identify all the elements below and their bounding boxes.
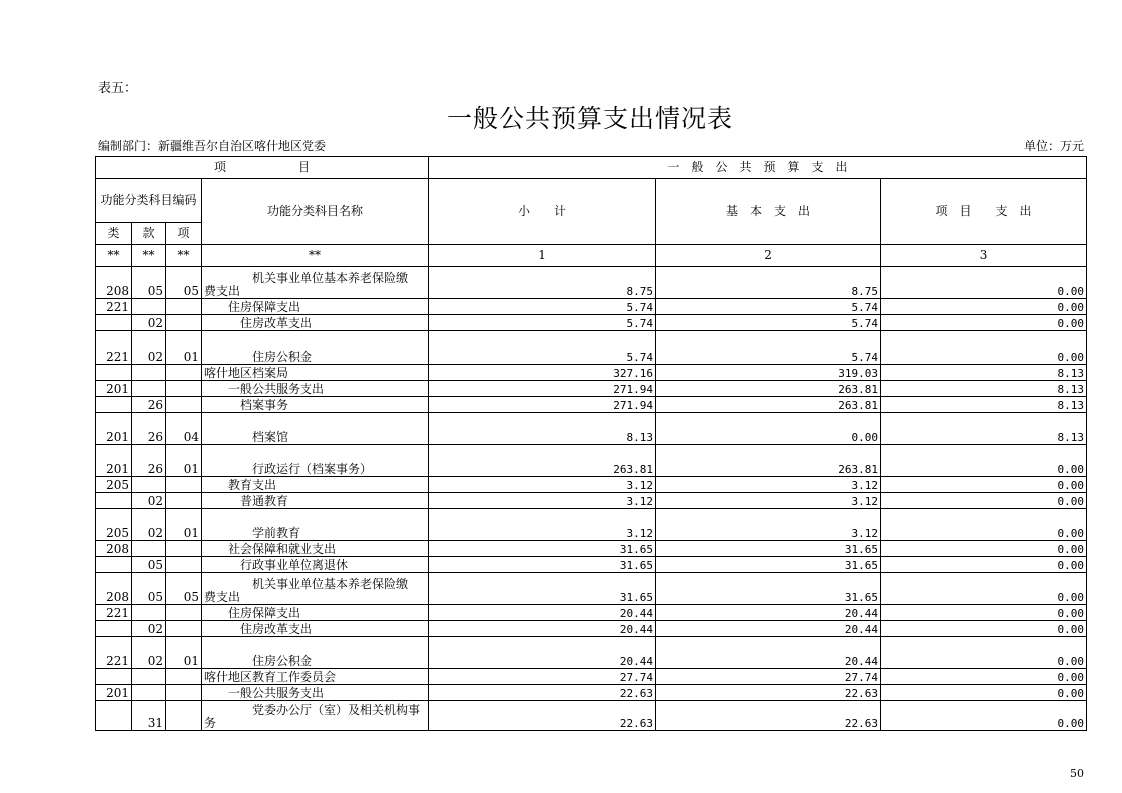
header-row-columns bbox=[96, 179, 1087, 223]
basic-expense-cell: 3.12 bbox=[656, 477, 881, 493]
table-row bbox=[96, 605, 1087, 621]
marker-kuan: ** bbox=[132, 245, 166, 267]
code-xiang-cell: 01 bbox=[166, 637, 202, 669]
subject-name-cell bbox=[202, 621, 429, 637]
table-row bbox=[96, 637, 1087, 669]
subject-name-line: 喀什地区教育工作委员会 bbox=[204, 670, 337, 684]
code-kuan-cell: 02 bbox=[132, 509, 166, 541]
subtotal-cell: 22.63 bbox=[429, 701, 656, 731]
subtotal-cell: 20.44 bbox=[429, 637, 656, 669]
code-xiang-cell: 05 bbox=[166, 573, 202, 605]
code-xiang-cell bbox=[166, 621, 202, 637]
code-xiang-cell: 01 bbox=[166, 509, 202, 541]
code-lei-cell: 221 bbox=[96, 299, 132, 315]
subtotal-cell: 5.74 bbox=[429, 315, 656, 331]
subject-name-line: 档案事务 bbox=[204, 398, 289, 412]
marker-name: ** bbox=[202, 245, 429, 267]
header-general-budget: 一 般 公 共 预 算 支 出 bbox=[429, 157, 1087, 179]
marker-lei: ** bbox=[96, 245, 132, 267]
code-lei-cell bbox=[96, 397, 132, 413]
code-xiang-cell bbox=[166, 541, 202, 557]
project-expense-cell: 0.00 bbox=[881, 315, 1087, 331]
code-lei-cell: 201 bbox=[96, 413, 132, 445]
subject-name-line: 档案馆 bbox=[204, 430, 289, 444]
subject-name-line: 住房保障支出 bbox=[204, 300, 301, 314]
code-xiang-cell: 05 bbox=[166, 267, 202, 299]
project-expense-cell: 0.00 bbox=[881, 477, 1087, 493]
subject-name-cell bbox=[202, 299, 429, 315]
code-kuan-cell: 02 bbox=[132, 331, 166, 365]
header-project: 项 目 bbox=[96, 157, 429, 179]
project-expense-cell: 0.00 bbox=[881, 701, 1087, 731]
table-row bbox=[96, 267, 1087, 299]
header-name-label: 功能分类科目名称 bbox=[202, 179, 429, 245]
subject-name-line: 行政事业单位离退休 bbox=[204, 558, 349, 572]
basic-expense-cell: 3.12 bbox=[656, 509, 881, 541]
project-expense-cell: 0.00 bbox=[881, 685, 1087, 701]
basic-expense-cell: 263.81 bbox=[656, 381, 881, 397]
code-lei-cell bbox=[96, 621, 132, 637]
subtotal-cell: 20.44 bbox=[429, 605, 656, 621]
subject-name-cell bbox=[202, 493, 429, 509]
table-row bbox=[96, 477, 1087, 493]
code-lei-cell bbox=[96, 493, 132, 509]
subject-name-line: 喀什地区档案局 bbox=[204, 366, 289, 380]
code-lei-cell: 221 bbox=[96, 605, 132, 621]
basic-expense-cell: 3.12 bbox=[656, 493, 881, 509]
basic-expense-cell: 31.65 bbox=[656, 573, 881, 605]
subject-name-line: 教育支出 bbox=[204, 478, 277, 492]
table-row bbox=[96, 541, 1087, 557]
subject-name-line: 行政运行（档案事务） bbox=[204, 462, 373, 476]
basic-expense-cell: 31.65 bbox=[656, 557, 881, 573]
subject-name-line: 住房公积金 bbox=[204, 654, 313, 668]
subject-name-cell bbox=[202, 267, 429, 299]
subject-name-line: 普通教育 bbox=[204, 494, 289, 508]
project-expense-cell: 0.00 bbox=[881, 331, 1087, 365]
basic-expense-cell: 5.74 bbox=[656, 315, 881, 331]
subtotal-cell: 3.12 bbox=[429, 509, 656, 541]
code-kuan-cell: 02 bbox=[132, 493, 166, 509]
header-row-project bbox=[96, 157, 1087, 179]
basic-expense-cell: 22.63 bbox=[656, 701, 881, 731]
subject-name-line: 住房改革支出 bbox=[204, 622, 313, 636]
code-xiang-cell bbox=[166, 477, 202, 493]
table-row bbox=[96, 509, 1087, 541]
subject-name-cell bbox=[202, 413, 429, 445]
table-row bbox=[96, 397, 1087, 413]
subtotal-cell: 271.94 bbox=[429, 381, 656, 397]
table-row bbox=[96, 365, 1087, 381]
code-xiang-cell: 01 bbox=[166, 331, 202, 365]
header-code-label: 功能分类科目编码 bbox=[96, 179, 202, 223]
header-basic: 基 本 支 出 bbox=[656, 179, 881, 245]
subject-name-cell bbox=[202, 701, 429, 731]
code-xiang-cell: 01 bbox=[166, 445, 202, 477]
subtotal-cell: 31.65 bbox=[429, 557, 656, 573]
budget-table bbox=[95, 156, 1087, 731]
code-lei-cell: 208 bbox=[96, 267, 132, 299]
code-kuan-cell: 02 bbox=[132, 637, 166, 669]
code-kuan-cell: 05 bbox=[132, 573, 166, 605]
subject-name-line: 一般公共服务支出 bbox=[204, 382, 325, 396]
table-row bbox=[96, 573, 1087, 605]
header-lei: 类 bbox=[96, 223, 132, 245]
subtotal-cell: 263.81 bbox=[429, 445, 656, 477]
subtotal-cell: 271.94 bbox=[429, 397, 656, 413]
header-xiang: 项 bbox=[166, 223, 202, 245]
subject-name-cell bbox=[202, 669, 429, 685]
code-lei-cell: 221 bbox=[96, 637, 132, 669]
subject-name-cell bbox=[202, 315, 429, 331]
code-xiang-cell bbox=[166, 701, 202, 731]
code-xiang-cell bbox=[166, 605, 202, 621]
table-row bbox=[96, 669, 1087, 685]
marker-xiang: ** bbox=[166, 245, 202, 267]
project-expense-cell: 0.00 bbox=[881, 637, 1087, 669]
table-row bbox=[96, 445, 1087, 477]
code-kuan-cell bbox=[132, 541, 166, 557]
project-expense-cell: 0.00 bbox=[881, 605, 1087, 621]
subject-name-line: 党委办公厅（室）及相关机构事 bbox=[204, 703, 421, 717]
table-row bbox=[96, 331, 1087, 365]
basic-expense-cell: 5.74 bbox=[656, 299, 881, 315]
code-xiang-cell bbox=[166, 365, 202, 381]
code-lei-cell: 205 bbox=[96, 477, 132, 493]
subtotal-cell: 3.12 bbox=[429, 477, 656, 493]
subject-name-line: 住房公积金 bbox=[204, 350, 313, 364]
code-xiang-cell bbox=[166, 557, 202, 573]
code-lei-cell: 201 bbox=[96, 685, 132, 701]
subject-name-cell bbox=[202, 397, 429, 413]
subject-name-cell bbox=[202, 573, 429, 605]
subject-name-line: 机关事业单位基本养老保险缴 bbox=[204, 271, 409, 285]
table-row bbox=[96, 413, 1087, 445]
basic-expense-cell: 0.00 bbox=[656, 413, 881, 445]
subtotal-cell: 31.65 bbox=[429, 573, 656, 605]
basic-expense-cell: 263.81 bbox=[656, 445, 881, 477]
department-label: 编制部门：新疆维吾尔自治区喀什地区党委 bbox=[98, 139, 327, 153]
page-title: 一般公共预算支出情况表 bbox=[446, 104, 733, 133]
subtotal-cell: 8.13 bbox=[429, 413, 656, 445]
subject-name-line: 社会保障和就业支出 bbox=[204, 542, 337, 556]
basic-expense-cell: 5.74 bbox=[656, 331, 881, 365]
unit-label: 单位：万元 bbox=[1023, 139, 1084, 153]
code-xiang-cell bbox=[166, 685, 202, 701]
code-xiang-cell bbox=[166, 299, 202, 315]
subtotal-cell: 22.63 bbox=[429, 685, 656, 701]
project-expense-cell: 8.13 bbox=[881, 381, 1087, 397]
basic-expense-cell: 20.44 bbox=[656, 621, 881, 637]
header-kuan: 款 bbox=[132, 223, 166, 245]
code-lei-cell bbox=[96, 365, 132, 381]
basic-expense-cell: 20.44 bbox=[656, 605, 881, 621]
code-lei-cell bbox=[96, 557, 132, 573]
code-kuan-cell bbox=[132, 669, 166, 685]
table-row bbox=[96, 685, 1087, 701]
subject-name-line: 学前教育 bbox=[204, 526, 301, 540]
basic-expense-cell: 20.44 bbox=[656, 637, 881, 669]
project-expense-cell: 0.00 bbox=[881, 493, 1087, 509]
marker-col3: 3 bbox=[881, 245, 1087, 267]
basic-expense-cell: 31.65 bbox=[656, 541, 881, 557]
table-row bbox=[96, 315, 1087, 331]
project-expense-cell: 0.00 bbox=[881, 557, 1087, 573]
subject-name-line: 住房保障支出 bbox=[204, 606, 301, 620]
table-row bbox=[96, 621, 1087, 637]
table-row bbox=[96, 493, 1087, 509]
project-expense-cell: 0.00 bbox=[881, 267, 1087, 299]
code-lei-cell: 208 bbox=[96, 541, 132, 557]
header-subtotal: 小 计 bbox=[429, 179, 656, 245]
header-row-markers bbox=[96, 245, 1087, 267]
project-expense-cell: 0.00 bbox=[881, 669, 1087, 685]
basic-expense-cell: 27.74 bbox=[656, 669, 881, 685]
basic-expense-cell: 8.75 bbox=[656, 267, 881, 299]
code-xiang-cell bbox=[166, 381, 202, 397]
marker-col1: 1 bbox=[429, 245, 656, 267]
subject-name-line: 机关事业单位基本养老保险缴 bbox=[204, 577, 409, 591]
code-kuan-cell: 02 bbox=[132, 621, 166, 637]
code-lei-cell: 201 bbox=[96, 445, 132, 477]
project-expense-cell: 8.13 bbox=[881, 365, 1087, 381]
header-project-expense: 项 目 支 出 bbox=[881, 179, 1087, 245]
code-kuan-cell: 31 bbox=[132, 701, 166, 731]
code-lei-cell: 221 bbox=[96, 331, 132, 365]
code-kuan-cell bbox=[132, 685, 166, 701]
project-expense-cell: 8.13 bbox=[881, 413, 1087, 445]
subject-name-cell bbox=[202, 381, 429, 397]
subject-name-cell bbox=[202, 477, 429, 493]
table-row bbox=[96, 381, 1087, 397]
code-kuan-cell: 26 bbox=[132, 413, 166, 445]
code-lei-cell: 205 bbox=[96, 509, 132, 541]
subject-name-line: 务 bbox=[204, 716, 217, 730]
project-expense-cell: 0.00 bbox=[881, 509, 1087, 541]
basic-expense-cell: 319.03 bbox=[656, 365, 881, 381]
code-kuan-cell bbox=[132, 477, 166, 493]
project-expense-cell: 8.13 bbox=[881, 397, 1087, 413]
code-xiang-cell bbox=[166, 669, 202, 685]
subtotal-cell: 27.74 bbox=[429, 669, 656, 685]
code-kuan-cell bbox=[132, 381, 166, 397]
subject-name-cell bbox=[202, 365, 429, 381]
code-xiang-cell: 04 bbox=[166, 413, 202, 445]
code-lei-cell: 201 bbox=[96, 381, 132, 397]
table-row bbox=[96, 299, 1087, 315]
subject-name-cell bbox=[202, 509, 429, 541]
subject-name-cell bbox=[202, 541, 429, 557]
project-expense-cell: 0.00 bbox=[881, 621, 1087, 637]
table-label: 表五： bbox=[98, 81, 138, 96]
subject-name-cell bbox=[202, 331, 429, 365]
project-expense-cell: 0.00 bbox=[881, 541, 1087, 557]
subtotal-cell: 327.16 bbox=[429, 365, 656, 381]
subtotal-cell: 8.75 bbox=[429, 267, 656, 299]
page-number: 50 bbox=[1070, 767, 1084, 780]
code-kuan-cell: 02 bbox=[132, 315, 166, 331]
code-xiang-cell bbox=[166, 315, 202, 331]
table-row bbox=[96, 701, 1087, 731]
subtotal-cell: 3.12 bbox=[429, 493, 656, 509]
subject-name-cell bbox=[202, 605, 429, 621]
table-row bbox=[96, 557, 1087, 573]
project-expense-cell: 0.00 bbox=[881, 299, 1087, 315]
code-kuan-cell: 26 bbox=[132, 397, 166, 413]
subject-name-line: 住房改革支出 bbox=[204, 316, 313, 330]
basic-expense-cell: 22.63 bbox=[656, 685, 881, 701]
code-kuan-cell: 26 bbox=[132, 445, 166, 477]
code-xiang-cell bbox=[166, 397, 202, 413]
code-lei-cell bbox=[96, 701, 132, 731]
subject-name-line: 费支出 bbox=[204, 284, 241, 298]
basic-expense-cell: 263.81 bbox=[656, 397, 881, 413]
marker-col2: 2 bbox=[656, 245, 881, 267]
subject-name-cell bbox=[202, 685, 429, 701]
subject-name-cell bbox=[202, 445, 429, 477]
code-xiang-cell bbox=[166, 493, 202, 509]
subtotal-cell: 5.74 bbox=[429, 299, 656, 315]
subject-name-cell bbox=[202, 557, 429, 573]
subject-name-line: 一般公共服务支出 bbox=[204, 686, 325, 700]
subject-name-cell bbox=[202, 637, 429, 669]
code-kuan-cell: 05 bbox=[132, 267, 166, 299]
code-kuan-cell bbox=[132, 365, 166, 381]
subtotal-cell: 20.44 bbox=[429, 621, 656, 637]
subtotal-cell: 5.74 bbox=[429, 331, 656, 365]
code-lei-cell: 208 bbox=[96, 573, 132, 605]
code-kuan-cell bbox=[132, 299, 166, 315]
subtotal-cell: 31.65 bbox=[429, 541, 656, 557]
code-kuan-cell bbox=[132, 605, 166, 621]
project-expense-cell: 0.00 bbox=[881, 573, 1087, 605]
code-kuan-cell: 05 bbox=[132, 557, 166, 573]
code-lei-cell bbox=[96, 669, 132, 685]
subject-name-line: 费支出 bbox=[204, 590, 241, 604]
project-expense-cell: 0.00 bbox=[881, 445, 1087, 477]
code-lei-cell bbox=[96, 315, 132, 331]
